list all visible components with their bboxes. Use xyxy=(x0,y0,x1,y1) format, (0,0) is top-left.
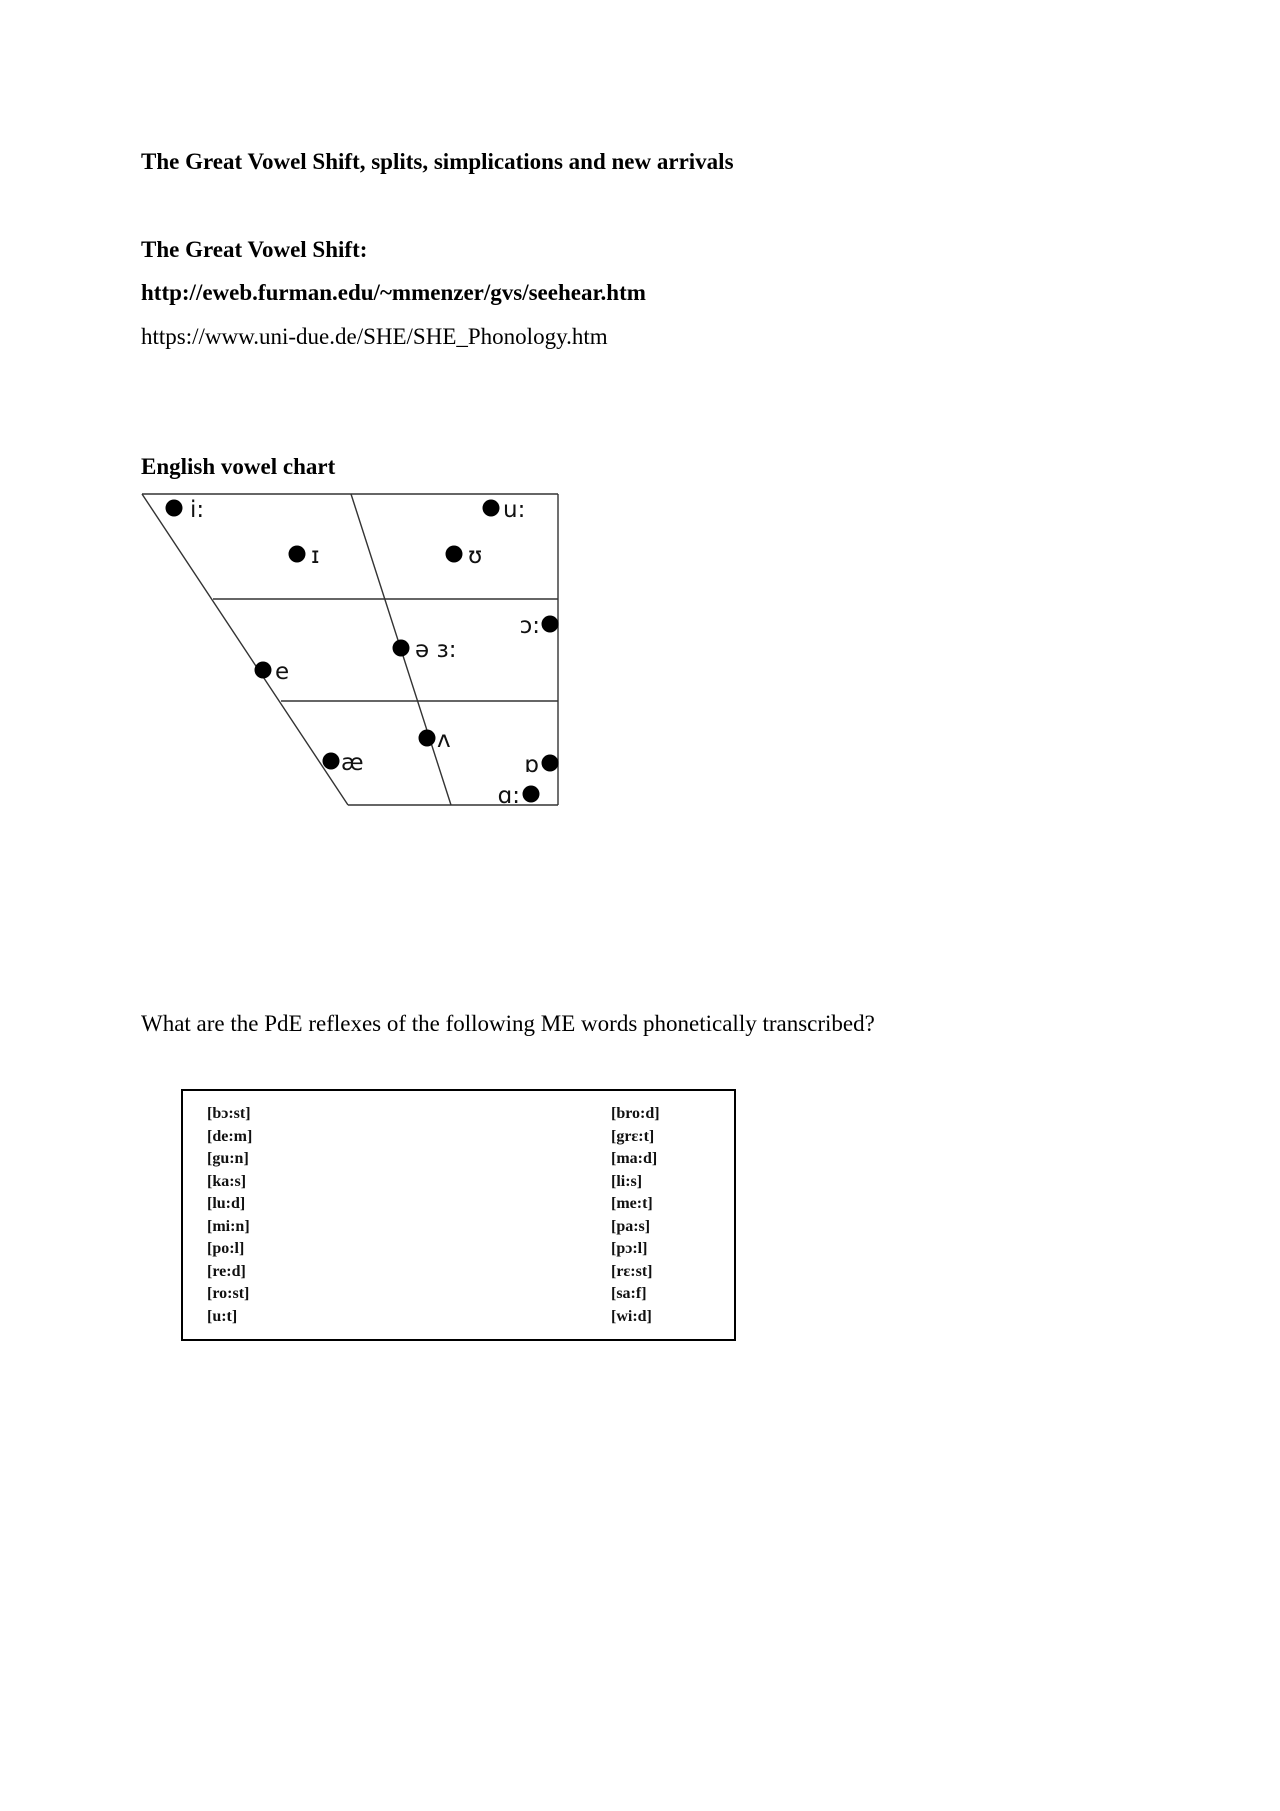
word-list-left xyxy=(207,1103,252,1328)
word-item: [po:l] xyxy=(207,1240,245,1257)
word-item: [pa:s] xyxy=(611,1217,651,1235)
word-item: [u:t] xyxy=(207,1307,238,1325)
section-heading: The Great Vowel Shift: xyxy=(141,237,368,262)
label-o-open: ɒ xyxy=(524,752,539,778)
word-list-box xyxy=(181,1089,736,1341)
label-o-long: ɔ: xyxy=(519,613,540,639)
label-i-short: ɪ xyxy=(311,543,320,569)
dot-i-short xyxy=(289,546,306,563)
dot-u-short xyxy=(446,546,463,563)
label-u-long: u: xyxy=(503,497,526,523)
dot-wedge xyxy=(419,730,436,747)
link-furman[interactable]: http://eweb.furman.edu/~mmenzer/gvs/seehear.htm xyxy=(141,280,646,305)
dot-u-long xyxy=(483,500,500,517)
word-item: [li:s] xyxy=(611,1172,643,1190)
dot-ae xyxy=(323,753,340,770)
word-item: [ma:d] xyxy=(611,1150,658,1167)
word-item: [lu:d] xyxy=(207,1195,246,1212)
chart-heading: English vowel chart xyxy=(141,454,336,479)
word-item: [mi:n] xyxy=(207,1217,250,1235)
document-title: The Great Vowel Shift, splits, simplications and new arrivals xyxy=(141,149,734,174)
dot-i-long xyxy=(166,500,183,517)
dot-a-long xyxy=(523,786,540,803)
label-wedge: ʌ xyxy=(437,727,451,753)
vowel-chart xyxy=(140,492,564,816)
link-uni-due[interactable]: https://www.uni-due.de/SHE/SHE_Phonology.htm xyxy=(141,324,608,349)
label-i-long: i: xyxy=(190,497,205,523)
word-item: [bro:d] xyxy=(611,1105,660,1122)
word-item: [ro:st] xyxy=(207,1285,250,1302)
label-u-short: ʊ xyxy=(468,543,483,569)
word-item: [wi:d] xyxy=(611,1307,652,1325)
word-item: [me:t] xyxy=(611,1195,653,1212)
dot-schwa-er xyxy=(393,640,410,657)
label-ae: æ xyxy=(341,750,364,776)
label-e: e xyxy=(275,659,290,685)
dot-o-open xyxy=(542,755,559,772)
dot-o-long xyxy=(542,616,559,633)
chart-labels xyxy=(190,497,540,809)
dot-e xyxy=(255,662,272,679)
word-item: [re:d] xyxy=(207,1262,246,1280)
word-item: [de:m] xyxy=(207,1127,253,1145)
chart-edge-left xyxy=(142,494,348,805)
word-item: [pɔ:l] xyxy=(611,1240,648,1257)
word-item: [ka:s] xyxy=(207,1172,247,1190)
question-text: What are the PdE reflexes of the following ME words phonetically transcribed? xyxy=(141,1011,875,1036)
word-item: [grɛ:t] xyxy=(611,1127,655,1145)
label-a-long: ɑ: xyxy=(497,783,520,809)
word-item: [sa:f] xyxy=(611,1285,647,1302)
label-schwa-er: ə ɜ: xyxy=(415,637,457,663)
word-item: [gu:n] xyxy=(207,1150,249,1167)
word-item: [bɔ:st] xyxy=(207,1105,251,1122)
word-item: [rɛ:st] xyxy=(611,1262,653,1280)
word-list-right xyxy=(611,1103,660,1328)
